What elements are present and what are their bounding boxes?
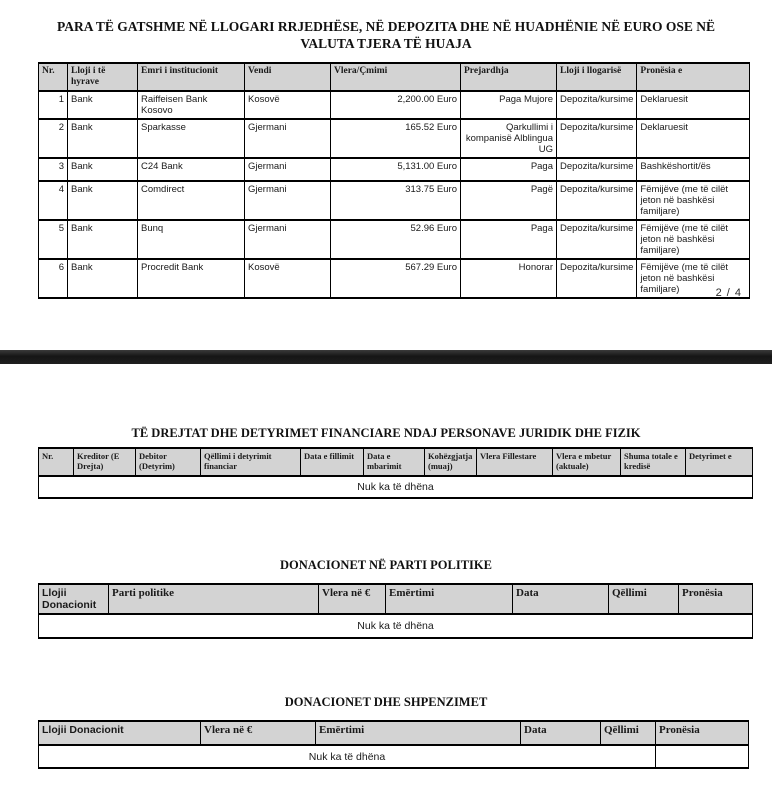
cell-value: 567.29 Euro bbox=[331, 259, 461, 298]
cell-institution: Sparkasse bbox=[138, 119, 245, 158]
cell-origin: Paga bbox=[461, 158, 557, 181]
cell-nr: 4 bbox=[39, 181, 68, 220]
cash-header-row bbox=[39, 63, 750, 91]
cell-institution: Bunq bbox=[138, 220, 245, 259]
cell-nr: 2 bbox=[39, 119, 68, 158]
col-header-creditor: Kreditor (E Drejta) bbox=[74, 448, 136, 476]
table-row bbox=[39, 259, 750, 298]
cell-income-type: Bank bbox=[68, 91, 138, 119]
cell-account-type: Depozita/kursime bbox=[557, 259, 637, 298]
col-header-remaining-value: Vlera e mbetur (aktuale) bbox=[553, 448, 621, 476]
col-header-total-credit: Shuma totale e kredisë bbox=[621, 448, 686, 476]
table-row bbox=[39, 158, 750, 181]
table-row bbox=[39, 119, 750, 158]
section-title-donations-expenses: DONACIONET DHE SHPENZIMET bbox=[284, 695, 488, 709]
col-header-debtor: Debitor (Detyrim) bbox=[136, 448, 201, 476]
col-header-duration: Kohëzgjatja (muaj) bbox=[425, 448, 477, 476]
section-title-party-donations: DONACIONET NË PARTI POLITIKE bbox=[280, 558, 492, 572]
cell-origin: Honorar bbox=[461, 259, 557, 298]
col-header-country: Vendi bbox=[245, 63, 331, 91]
cell-origin: Paga Mujore bbox=[461, 91, 557, 119]
cell-origin: Paga bbox=[461, 220, 557, 259]
col-header-donation-type: Llojii Donacionit bbox=[39, 721, 201, 745]
cell-account-type: Depozita/kursime bbox=[557, 91, 637, 119]
col-header-purpose: Qëllimi bbox=[601, 721, 656, 745]
cell-income-type: Bank bbox=[68, 259, 138, 298]
empty-data-row bbox=[39, 745, 749, 768]
cell-value: 313.75 Euro bbox=[331, 181, 461, 220]
expenses-header-row bbox=[39, 721, 749, 745]
col-header-nr: Nr. bbox=[39, 448, 74, 476]
cell-ownership: Deklaruesit bbox=[637, 119, 750, 158]
table-row bbox=[39, 220, 750, 259]
col-header-designation: Emërtimi bbox=[316, 721, 521, 745]
rights-header-row bbox=[39, 448, 753, 476]
col-header-end-date: Data e mbarimit bbox=[364, 448, 425, 476]
col-header-ownership: Pronësia e bbox=[637, 63, 750, 91]
col-header-account-type: Lloji i llogarisë bbox=[557, 63, 637, 91]
cell-nr: 1 bbox=[39, 91, 68, 119]
empty-data-row bbox=[39, 476, 753, 498]
cell-income-type: Bank bbox=[68, 181, 138, 220]
col-header-value-eur: Vlera në € bbox=[319, 584, 386, 614]
cell-value: 2,200.00 Euro bbox=[331, 91, 461, 119]
cell-institution: C24 Bank bbox=[138, 158, 245, 181]
party-donations-table bbox=[38, 583, 753, 639]
col-header-purpose: Qëllimi bbox=[609, 584, 679, 614]
cell-account-type: Depozita/kursime bbox=[557, 158, 637, 181]
cell-ownership: Fëmijëve (me të cilët jeton në bashkësi familjare) bbox=[637, 181, 750, 220]
rights-obligations-table bbox=[38, 447, 753, 499]
cell-country: Kosovë bbox=[245, 91, 331, 119]
col-header-origin: Prejardhja bbox=[461, 63, 557, 91]
col-header-initial-value: Vlera Fillestare bbox=[477, 448, 553, 476]
col-header-institution: Emri i institucionit bbox=[138, 63, 245, 91]
cell-nr: 3 bbox=[39, 158, 68, 181]
page-break-divider bbox=[0, 350, 772, 364]
cell-income-type: Bank bbox=[68, 119, 138, 158]
cell-value: 165.52 Euro bbox=[331, 119, 461, 158]
cell-ownership: Bashkëshortit/ës bbox=[637, 158, 750, 181]
col-header-political-party: Parti politike bbox=[109, 584, 319, 614]
col-header-date: Data bbox=[513, 584, 609, 614]
cell-ownership: Fëmijëve (me të cilët jeton në bashkësi familjare) bbox=[637, 220, 750, 259]
no-data-text: Nuk ka të dhëna bbox=[39, 745, 656, 768]
cell-nr: 6 bbox=[39, 259, 68, 298]
title-line-1: PARA TË GATSHME NË LLOGARI RRJEDHËSE, NË DEPOZITA DHE NË HUADHËNIE NË EURO OSE NË bbox=[57, 19, 715, 34]
col-header-value-eur: Vlera në € bbox=[201, 721, 316, 745]
table-row bbox=[39, 181, 750, 220]
cell-origin: Pagë bbox=[461, 181, 557, 220]
col-header-date: Data bbox=[521, 721, 601, 745]
donations-expenses-table bbox=[38, 720, 749, 769]
col-header-nr: Nr. bbox=[39, 63, 68, 91]
empty-ownership-cell bbox=[656, 745, 749, 768]
title-line-2: VALUTA TJERA TË HUAJA bbox=[300, 36, 472, 51]
cell-country: Gjermani bbox=[245, 220, 331, 259]
cell-origin: Qarkullimi i kompanisë Alblingua UG bbox=[461, 119, 557, 158]
col-header-ownership: Pronësia bbox=[679, 584, 753, 614]
cell-institution: Raiffeisen Bank Kosovo bbox=[138, 91, 245, 119]
cell-institution: Comdirect bbox=[138, 181, 245, 220]
cell-nr: 5 bbox=[39, 220, 68, 259]
cell-value: 5,131.00 Euro bbox=[331, 158, 461, 181]
cell-country: Kosovë bbox=[245, 259, 331, 298]
col-header-income-type: Lloji i të hyrave bbox=[68, 63, 138, 91]
cell-institution: Procredit Bank bbox=[138, 259, 245, 298]
cell-value: 52.96 Euro bbox=[331, 220, 461, 259]
col-header-donation-type: Llojii Donacionit bbox=[39, 584, 109, 614]
cell-country: Gjermani bbox=[245, 158, 331, 181]
col-header-start-date: Data e fillimit bbox=[301, 448, 364, 476]
section-title-rights: TË DREJTAT DHE DETYRIMET FINANCIARE NDAJ PERSONAVE JURIDIK DHE FIZIK bbox=[131, 426, 641, 440]
col-header-designation: Emërtimi bbox=[386, 584, 513, 614]
col-header-ownership: Pronësia bbox=[656, 721, 749, 745]
col-header-obligations: Detyrimet e bbox=[686, 448, 753, 476]
no-data-text: Nuk ka të dhëna bbox=[39, 476, 753, 498]
empty-data-row bbox=[39, 614, 753, 638]
cell-ownership: Deklaruesit bbox=[637, 91, 750, 119]
table-row bbox=[39, 91, 750, 119]
cell-income-type: Bank bbox=[68, 158, 138, 181]
cell-account-type: Depozita/kursime bbox=[557, 181, 637, 220]
section-title-cash bbox=[0, 18, 772, 52]
page-number: 2 / 4 bbox=[715, 287, 742, 299]
col-header-purpose: Qëllimi i detyrimit financiar bbox=[201, 448, 301, 476]
col-header-value: Vlera/Çmimi bbox=[331, 63, 461, 91]
cash-accounts-table bbox=[38, 62, 750, 299]
cell-account-type: Depozita/kursime bbox=[557, 220, 637, 259]
cell-country: Gjermani bbox=[245, 181, 331, 220]
cell-country: Gjermani bbox=[245, 119, 331, 158]
party-header-row bbox=[39, 584, 753, 614]
no-data-text: Nuk ka të dhëna bbox=[39, 614, 753, 638]
cell-income-type: Bank bbox=[68, 220, 138, 259]
cell-account-type: Depozita/kursime bbox=[557, 119, 637, 158]
cell-ownership: Fëmijëve (me të cilët jeton në bashkësi familjare) bbox=[637, 259, 750, 298]
